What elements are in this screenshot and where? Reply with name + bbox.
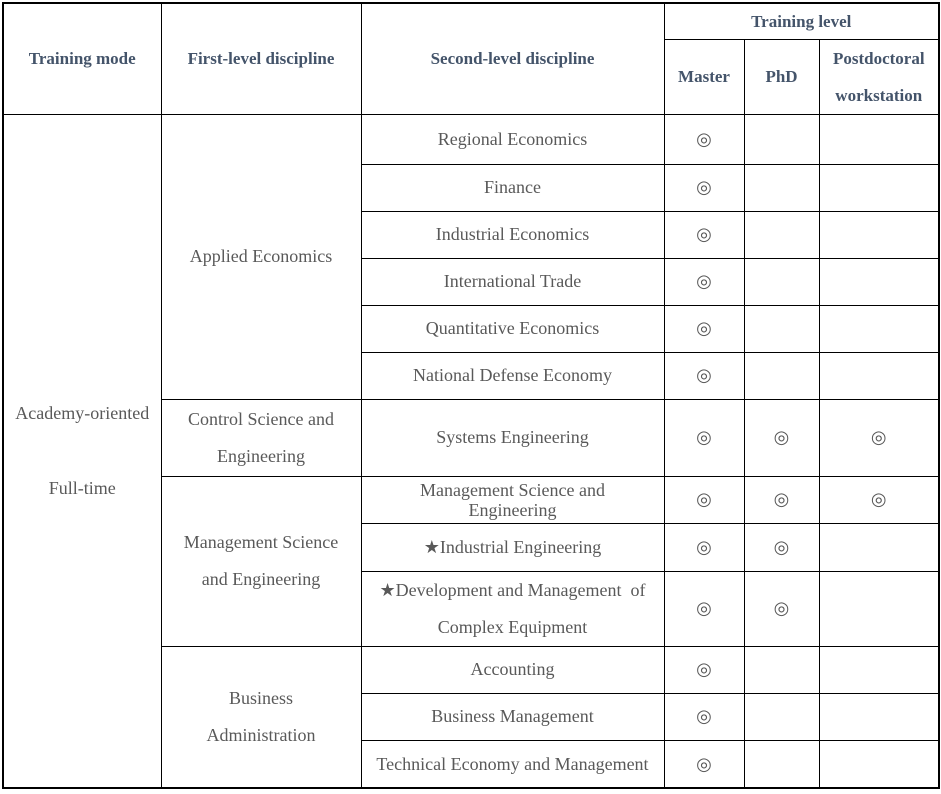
- master-mark: ◎: [664, 740, 744, 788]
- header-row-top: [3, 3, 939, 39]
- postdoctoral-line: Postdoctoral: [832, 48, 925, 68]
- training-mode-cell: [3, 114, 161, 788]
- second-level-cell: [361, 571, 664, 646]
- postdoc-mark: [819, 740, 939, 788]
- col-header-training-level: Training level: [664, 3, 939, 39]
- phd-mark: [744, 305, 819, 352]
- col-header-master: Master: [664, 39, 744, 114]
- phd-mark: [744, 693, 819, 740]
- second-level-cell: Accounting: [361, 646, 664, 693]
- postdoc-mark: [819, 258, 939, 305]
- postdoc-mark: [819, 114, 939, 164]
- col-header-first-level-discipline: First-level discipline: [161, 3, 361, 114]
- postdoc-mark: ◎: [819, 399, 939, 476]
- phd-mark: ◎: [744, 476, 819, 523]
- phd-mark: [744, 164, 819, 211]
- second-level-cell: International Trade: [361, 258, 664, 305]
- discipline-training-table: [2, 2, 940, 789]
- phd-mark: [744, 211, 819, 258]
- second-level-cell: Systems Engineering: [361, 399, 664, 476]
- second-level-cell: Finance: [361, 164, 664, 211]
- training-mode-line1: Academy-oriented: [15, 402, 150, 423]
- master-mark: ◎: [664, 693, 744, 740]
- master-mark: ◎: [664, 523, 744, 571]
- phd-mark: [744, 646, 819, 693]
- master-mark: ◎: [664, 399, 744, 476]
- second-level-line: Management Science and: [420, 479, 605, 500]
- phd-mark: ◎: [744, 523, 819, 571]
- postdoc-mark: [819, 523, 939, 571]
- col-header-postdoctoral-workstation: [819, 39, 939, 114]
- postdoc-mark: [819, 646, 939, 693]
- postdoc-mark: [819, 305, 939, 352]
- col-header-phd: PhD: [744, 39, 819, 114]
- master-mark: ◎: [664, 211, 744, 258]
- first-level-line: Engineering: [217, 445, 305, 466]
- second-level-line: ★Development and Management of: [379, 579, 646, 600]
- master-mark: ◎: [664, 305, 744, 352]
- postdoc-mark: [819, 164, 939, 211]
- second-level-cell: [361, 476, 664, 523]
- second-level-line: Engineering: [468, 499, 557, 520]
- col-header-second-level-discipline: Second-level discipline: [361, 3, 664, 114]
- phd-mark: [744, 352, 819, 399]
- phd-mark: [744, 740, 819, 788]
- postdoc-mark: ◎: [819, 476, 939, 523]
- second-level-cell: ★Industrial Engineering: [361, 523, 664, 571]
- first-level-control-science: [161, 399, 361, 476]
- first-level-line: Business: [228, 687, 293, 708]
- first-level-applied-economics: Applied Economics: [161, 114, 361, 399]
- master-mark: ◎: [664, 258, 744, 305]
- second-level-cell: Business Management: [361, 693, 664, 740]
- second-level-cell: Industrial Economics: [361, 211, 664, 258]
- second-level-cell: National Defense Economy: [361, 352, 664, 399]
- postdoc-mark: [819, 352, 939, 399]
- phd-mark: ◎: [744, 571, 819, 646]
- first-level-line: Management Science: [183, 532, 339, 552]
- master-mark: ◎: [664, 352, 744, 399]
- postdoc-mark: [819, 693, 939, 740]
- second-level-cell: Regional Economics: [361, 114, 664, 164]
- master-mark: ◎: [664, 571, 744, 646]
- first-level-line: Control Science and: [188, 408, 334, 429]
- second-level-line: Complex Equipment: [437, 616, 588, 637]
- master-mark: ◎: [664, 476, 744, 523]
- phd-mark: ◎: [744, 399, 819, 476]
- master-mark: ◎: [664, 164, 744, 211]
- master-mark: ◎: [664, 646, 744, 693]
- master-mark: ◎: [664, 114, 744, 164]
- first-level-business-administration: [161, 646, 361, 788]
- col-header-training-mode: Training mode: [3, 3, 161, 114]
- first-level-line: Administration: [206, 724, 316, 745]
- second-level-cell: Technical Economy and Management: [361, 740, 664, 788]
- table-row: [3, 114, 939, 164]
- first-level-management-science: [161, 476, 361, 646]
- second-level-cell: Quantitative Economics: [361, 305, 664, 352]
- workstation-line: workstation: [835, 85, 923, 105]
- first-level-line: and Engineering: [201, 569, 321, 589]
- postdoc-mark: [819, 571, 939, 646]
- phd-mark: [744, 114, 819, 164]
- training-mode-line2: Full-time: [48, 477, 116, 498]
- postdoc-mark: [819, 211, 939, 258]
- phd-mark: [744, 258, 819, 305]
